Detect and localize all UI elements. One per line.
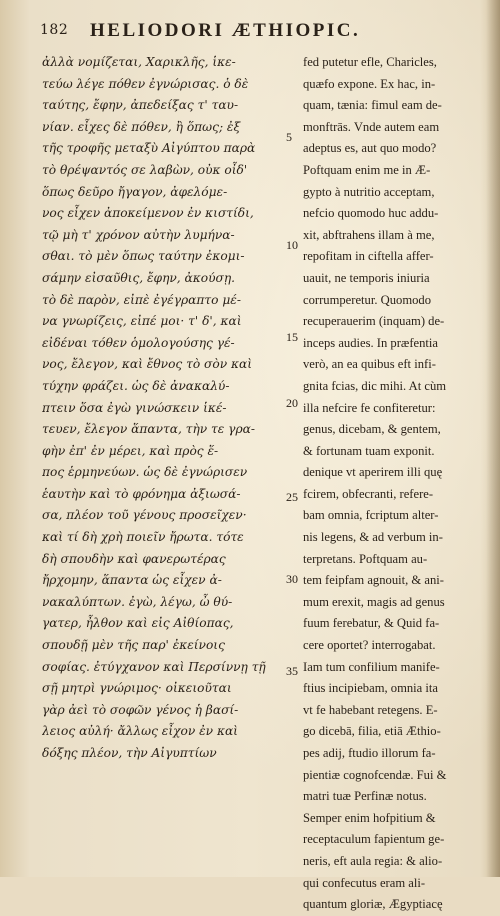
latin-text-line: Semper enim hofpitium &	[303, 810, 436, 825]
greek-text-line: τεύω λέγε πόθεν ἐγνώρισας. ὁ δὲ	[42, 76, 249, 91]
latin-text-line: inceps audies. In præfentia	[303, 335, 438, 350]
greek-text-line: δὴ σπουδὴν καὶ φανερωτέρας	[42, 551, 226, 566]
greek-text-line: λειος αὐλή· ἄλλως εἶχον ἐν καὶ	[42, 724, 238, 739]
greek-text-line: ὅπως δεῦρο ἤγαγον, ἀφελόμε-	[42, 184, 228, 199]
latin-text-line: monftrās. Vnde autem eam	[303, 119, 440, 134]
greek-text-line: σῇ μητρὶ γνώριμος· οἰκειοῦται	[42, 681, 232, 696]
line-number: 20	[286, 396, 298, 410]
latin-text-line: go dicebā, filia, etiā Æthio-	[303, 724, 441, 739]
latin-text-line: Iam tum confilium manife-	[303, 659, 440, 674]
latin-text-line: matri tuæ Perfinæ notus.	[303, 789, 427, 804]
latin-text-line: fed putetur efle, Charicles,	[303, 55, 437, 69]
greek-text-line: δόξης πλέον, τὴν Αἰγυπτίων	[42, 746, 217, 760]
greek-text-line: νος, ἔλεγον, καὶ ἔθνος τὸ σὸν καὶ	[42, 357, 252, 372]
line-number: 5	[286, 130, 292, 144]
greek-text-line: νακαλύπτων. ἐγὼ, λέγω, ὦ θύ-	[42, 594, 233, 609]
greek-text-line: ἤρχομην, ἅπαντα ὡς εἶχεν ἀ-	[42, 573, 222, 588]
latin-text-line: pes adij, ftudio illorum fa-	[303, 746, 436, 760]
latin-text-line: quam, tænia: fimul eam de-	[303, 98, 442, 113]
latin-text-line: & fortunam tuam exponit.	[303, 443, 435, 458]
page-number: 182	[40, 22, 69, 38]
greek-text-line: νος εἶχεν ἀποκείμενον ἐν κιστίδι,	[42, 206, 254, 221]
latin-text-column	[303, 52, 490, 916]
greek-text-column	[42, 52, 276, 765]
latin-text-line: receptaculum fapientum ge-	[303, 832, 445, 847]
greek-text-line: τῆς τροφῆς μεταξὺ Αἰγύπτου παρὰ	[42, 141, 256, 156]
latin-text-line: cere oportet? interrogabat.	[303, 638, 436, 653]
latin-text-line: genus, dicebam, & gentem,	[303, 422, 441, 437]
greek-text-line: ταύτης, ἔφην, ἀπεδείξας τ' ταυ-	[42, 98, 239, 113]
latin-text-line: ftius incipiebam, omnia ita	[303, 681, 439, 696]
latin-text-line: quæfo expone. Ex hac, in-	[303, 76, 436, 91]
latin-text-line: tem feipfam agnouit, & ani-	[303, 573, 444, 588]
greek-text-line: φὴν ἐπ' ἐν μέρει, καὶ πρὸς ἕ-	[42, 443, 219, 458]
greek-text-line: σοφίας. ἐτύγχανον καὶ Περσίννῃ τῇ	[42, 659, 266, 674]
line-number: 25	[286, 490, 298, 504]
greek-text-line: σπουδῇ μὲν τῆς παρ' ἐκείνοις	[42, 638, 225, 653]
greek-text-line: τὸ δὲ παρὸν, εἰπὲ ἐγέγραπτο μέ-	[42, 292, 241, 307]
greek-text-line: γὰρ ἀεὶ τὸ σοφῶν γένος ἡ βασί-	[42, 702, 239, 717]
latin-text-line: nis legens, & ad verbum in-	[303, 530, 443, 545]
latin-text-line: gnita fcias, dic mihi. At cùm	[303, 378, 447, 393]
latin-text-line: illa nefcire fe confiteretur:	[303, 400, 436, 415]
latin-text-line: nefcio quomodo huc addu-	[303, 206, 439, 221]
line-number: 30	[286, 572, 298, 586]
latin-text-line: fcirem, obfecranti, refere-	[303, 486, 434, 501]
greek-text-line: πτειν ὅσα ἐγὼ γινώσκειν ἱκέ-	[42, 400, 227, 415]
latin-text-line: corrumperetur. Quomodo	[303, 292, 432, 307]
latin-text-line: repofitam in ciftella affer-	[303, 249, 434, 264]
greek-text-line: ἑαυτὴν καὶ τὸ φρόνημα ἀξιωσά-	[42, 486, 241, 501]
greek-text-line: ἀλλὰ νομίζεται, Χαρικλῆς, ἱκε-	[42, 55, 236, 69]
greek-text-line: πος ἑρμηνεύων. ὡς δὲ ἐγνώρισεν	[42, 465, 248, 480]
latin-text-line: pientiæ cognofcendæ. Fui &	[303, 767, 447, 782]
page-header	[40, 20, 480, 46]
latin-text-line: vt fe habebant retegens. E-	[303, 702, 438, 717]
greek-text-line: τῷ μὴ τ' χρόνον αὐτὴν λυμήνα-	[42, 227, 235, 242]
latin-text-line: xit, abftrahens illam à me,	[303, 227, 435, 242]
latin-text-line: bam omnia, fcriptum alter-	[303, 508, 439, 523]
greek-text-line: τύχην φράζει. ὡς δὲ ἀνακαλύ-	[42, 378, 230, 393]
latin-text-line: fuum ferebatur, & Quid fa-	[303, 616, 440, 631]
greek-text-line: σάμην εἰσαῦθις, ἔφην, ἀκούσῃ.	[42, 270, 236, 285]
line-number: 10	[286, 238, 298, 252]
latin-text-line: terpretans. Poftquam au-	[303, 551, 428, 566]
line-number: 15	[286, 330, 298, 344]
latin-text-line: Poftquam enim me in Æ-	[303, 162, 431, 177]
line-number: 35	[286, 664, 298, 678]
latin-text-line: uauit, ne temporis iniuria	[303, 270, 430, 285]
running-head: HELIODORI ÆTHIOPIC.	[90, 20, 361, 41]
latin-text-line: qui confecutus eram ali-	[303, 875, 426, 890]
latin-text-line: gypto à nutritio acceptam,	[303, 184, 435, 199]
greek-text-line: τευεν, ἔλεγον ἅπαντα, τὴν τε γρα-	[42, 422, 255, 437]
greek-text-line: να γνωρίζεις, εἰπέ μοι· τ' δ', καὶ	[42, 314, 242, 329]
greek-text-line: νίαν. εἶχες δὲ πόθεν, ἢ ὅπως; ἐξ	[42, 119, 241, 134]
greek-text-line: τὸ θρέψαντός σε λαβὼν, οὐκ οἶδ'	[42, 162, 248, 177]
latin-text-line: verò, an ea quibus eft infi-	[303, 357, 436, 372]
latin-text-line: mum erexit, magis ad genus	[303, 594, 445, 609]
latin-text-line: quantum gloriæ, Ægyptiacę	[303, 897, 443, 912]
greek-text-line: εἰδέναι τόθεν ὁμολογούσης γέ-	[42, 335, 235, 350]
greek-text-line: σθαι. τὸ μὲν ὅπως ταύτην ἐκομι-	[42, 249, 245, 264]
greek-text-line: γατερ, ἦλθον καὶ εἰς Αἰθίοπας,	[42, 616, 234, 631]
greek-text-line: καὶ τί δὴ χρὴ ποιεῖν ἤρωτα. τότε	[42, 530, 244, 545]
greek-text-line: σα, πλέον τοῦ γένους προσεῖχεν·	[42, 508, 247, 523]
latin-text-line: recuperauerim (inquam) de-	[303, 314, 445, 329]
latin-text-line: denique vt aperirem illi quę	[303, 465, 443, 480]
latin-text-line: neris, eft aula regia: & alio-	[303, 853, 443, 868]
latin-text-line: adeptus es, aut quo modo?	[303, 141, 437, 156]
